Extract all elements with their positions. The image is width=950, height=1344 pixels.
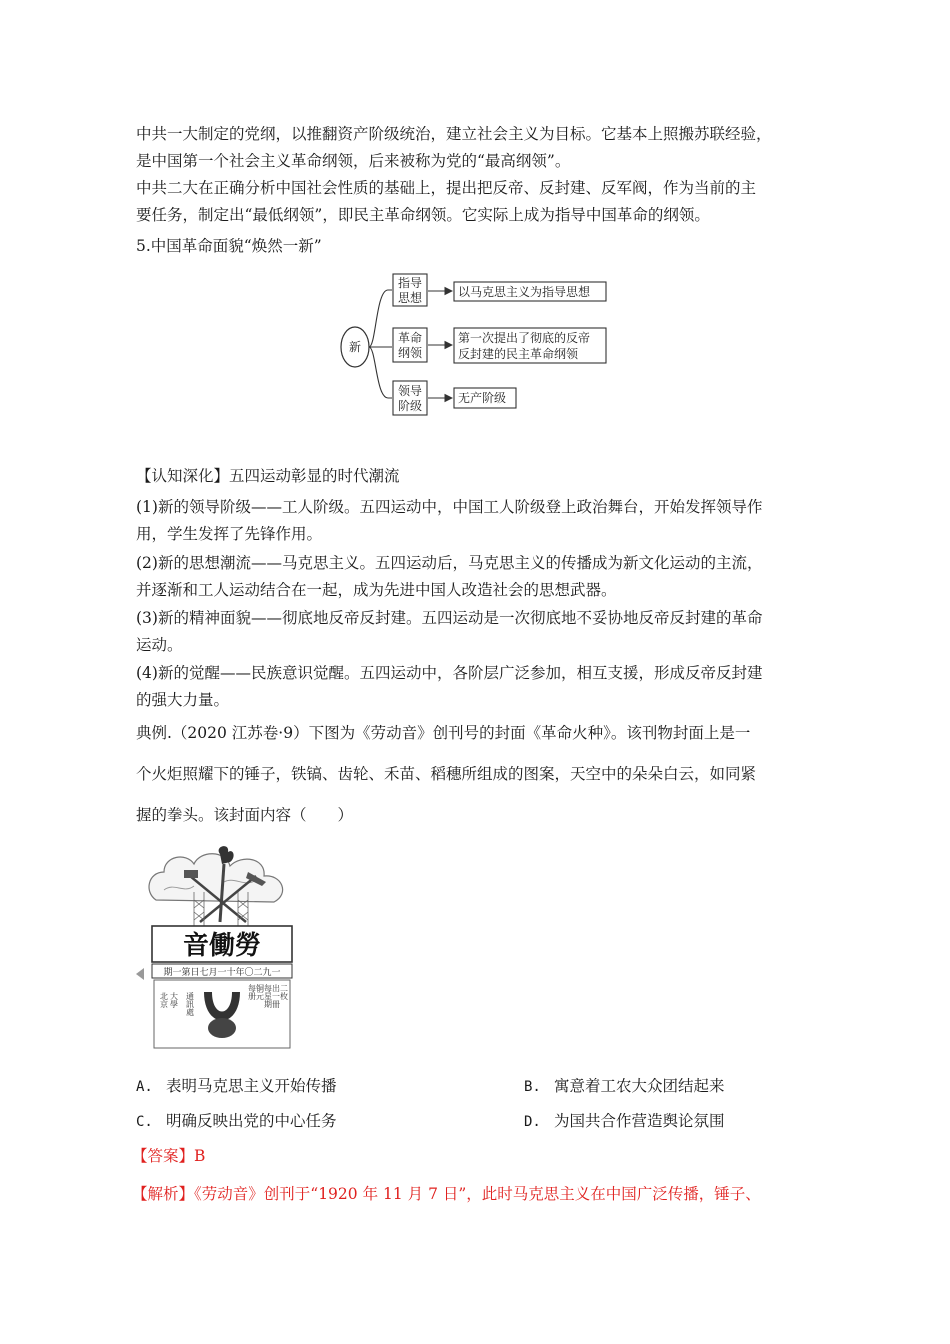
- fist-icon: [208, 1018, 236, 1038]
- example-line-3: 握的拳头。该封面内容（ ）: [136, 806, 354, 824]
- intro-paragraph-2-line-2: 要任务，制定出“最低纲领”，即民主革命纲领。它实际上成为指导中国革命的纲领。: [136, 206, 710, 224]
- renewal-diagram-svg: [340, 270, 620, 420]
- option-c-text: 明确反映出党的中心任务: [166, 1112, 337, 1130]
- cover-right-col-3: 每册: [247, 984, 257, 1000]
- section-heading-5: 5.中国革命面貌“焕然一新”: [136, 237, 322, 255]
- cover-right-col-1: 每星期: [263, 984, 273, 1008]
- deepen-item-4-line-1: (4)新的觉醒——民族意识觉醒。五四运动中，各阶层广泛参加，相互支援，形成反帝反封建: [136, 664, 763, 682]
- deepen-item-2-line-1: (2)新的思想潮流——马克思主义。五四运动后，马克思主义的传播成为新文化运动的主流，: [136, 554, 763, 572]
- option-b-key: B.: [524, 1079, 541, 1095]
- label-leading-class-l2: 阶级: [397, 399, 423, 413]
- content-revolutionary-program-l2: 反封建的民主革命纲领: [458, 347, 579, 361]
- analysis-text: 《劳动音》创刊于“1920 年 11 月 7 日”，此时马克思主义在中国广泛传播，锤子、: [194, 1185, 761, 1203]
- label-guiding-thought-l1: 指导: [397, 276, 423, 290]
- deepen-item-3-line-1: (3)新的精神面貌——彻底地反帝反封建。五四运动是一次彻底地不妥协地反帝反封建的革命: [136, 609, 763, 627]
- deepen-item-4-line-2: 的强大力量。: [136, 691, 230, 709]
- option-a-key: A.: [136, 1079, 153, 1095]
- label-revolutionary-program-l1: 革命: [397, 331, 423, 345]
- deepen-item-2-line-2: 并逐渐和工人运动结合在一起，成为先进中国人改造社会的思想武器。: [136, 581, 617, 599]
- example-line-1: 典例.（2020 江苏卷·9）下图为《劳动音》创刊号的封面《革命火种》。该刊物封面上是一: [136, 724, 751, 742]
- magazine-cover-image: [134, 842, 310, 1052]
- intro-paragraph-1-line-2: 是中国第一个社会主义革命纲领，后来被称为党的“最高纲领”。: [136, 152, 571, 170]
- content-revolutionary-program-l1: 第一次提出了彻底的反帝: [458, 331, 591, 345]
- content-guiding-thought: 以马克思主义为指导思想: [458, 285, 591, 299]
- answer-label: 【答案】: [132, 1147, 195, 1165]
- cover-date-text: 期一第日七月一十年〇二九一: [163, 968, 281, 978]
- label-guiding-thought-l2: 思想: [397, 291, 423, 305]
- deepen-item-1-line-2: 用，学生发挥了先锋作用。: [136, 525, 323, 543]
- option-c-key: C.: [136, 1114, 153, 1130]
- option-a-text: 表明马克思主义开始传播: [166, 1077, 337, 1095]
- cover-title: 音働勞: [182, 931, 262, 961]
- cover-right-col-2: 出一冊: [271, 984, 281, 1008]
- content-leading-class: 无产阶级: [458, 391, 507, 405]
- intro-paragraph-2-line-1: 中共二大在正确分析中国社会性质的基础上，提出把反帝、反封建、反军阀，作为当前的主: [136, 179, 757, 197]
- cover-right-col-5: 二枚: [279, 984, 289, 1000]
- answer-line: [132, 1146, 205, 1166]
- option-d-text: 为国共合作营造舆论氛围: [554, 1112, 725, 1130]
- analysis-line: [132, 1184, 761, 1204]
- answer-value: B: [194, 1147, 206, 1165]
- label-revolutionary-program-l2: 纲领: [397, 346, 423, 360]
- deepen-item-1-line-1: (1)新的领导阶级——工人阶级。五四运动中，中国工人阶级登上政治舞台，开始发挥领导作: [136, 498, 763, 516]
- cover-left-col-2: 大學: [169, 992, 179, 1008]
- magazine-cover-svg: [134, 842, 310, 1052]
- center-node-label: 新: [348, 340, 362, 354]
- label-leading-class-l1: 领导: [397, 384, 423, 398]
- option-b[interactable]: [524, 1076, 725, 1097]
- option-a[interactable]: [136, 1076, 337, 1097]
- analysis-label: 【解析】: [132, 1185, 195, 1203]
- connector-bottom: [369, 347, 392, 398]
- renewal-diagram: [340, 270, 620, 420]
- option-c[interactable]: [136, 1111, 337, 1132]
- deepen-item-3-line-2: 运动。: [136, 636, 183, 654]
- option-d[interactable]: [524, 1111, 725, 1132]
- deepen-title: 【认知深化】五四运动彰显的时代潮流: [136, 467, 400, 485]
- option-b-text: 寓意着工农大众团结起来: [554, 1077, 725, 1095]
- example-line-2: 个火炬照耀下的锤子，铁镐、齿轮、禾苗、稻穗所组成的图案，天空中的朵朵白云，如同紧: [136, 765, 757, 783]
- intro-paragraph-1-line-1: 中共一大制定的党纲，以推翻资产阶级统治，建立社会主义为目标。它基本上照搬苏联经验，: [136, 125, 772, 143]
- connector-top: [369, 290, 392, 347]
- cover-center-col-1: 通訊處: [185, 992, 195, 1016]
- cover-right-col-4: 铜元: [255, 984, 265, 1000]
- cover-left-col-1: 北京: [159, 992, 169, 1008]
- cloud-shape: [149, 854, 283, 902]
- side-arrow-mark: [136, 968, 144, 980]
- option-d-key: D.: [524, 1114, 541, 1130]
